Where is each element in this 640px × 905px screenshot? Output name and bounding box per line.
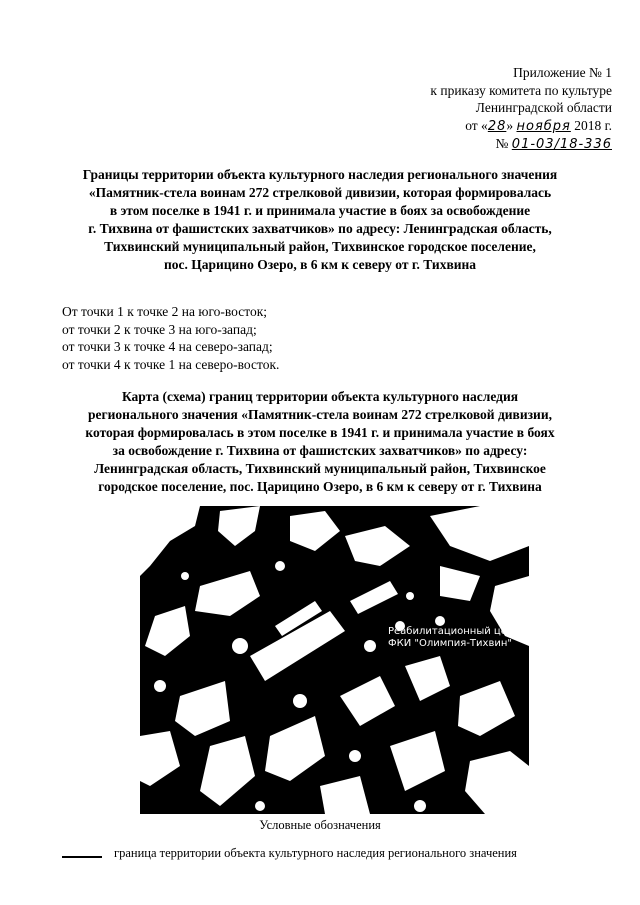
map-title-line: Ленинградская область, Тихвинский муниципальный район, Тихвинское (94, 461, 546, 476)
title-line: пос. Царицино Озеро, в 6 км к северу от г. Тихвина (163, 257, 477, 272)
direction-line: От точки 1 к точке 2 на юго-восток; (62, 304, 268, 319)
map-title-line: которая формировалась в этом поселке в 1941 г. и принимала участие в боях (85, 425, 555, 440)
appendix-region: Ленинградской области (475, 100, 612, 115)
appendix-label: Приложение № 1 (513, 65, 612, 80)
boundary-directions (62, 303, 279, 373)
appendix-number: № 01-03/18-336 (495, 136, 612, 152)
date-month: ноября (516, 118, 571, 134)
title-line: «Памятник-стела воинам 272 стрелковой дивизии, которая формировалась (88, 185, 552, 200)
legend-item (62, 846, 517, 861)
map-title-line: Карта (схема) границ территории объекта культурного наследия (121, 389, 519, 404)
direction-line: от точки 4 к точке 1 на северо-восток. (62, 356, 280, 372)
legend-item-label: граница территории объекта культурного наследия регионального значения (114, 846, 517, 860)
title-line: в этом поселке в 1941 г. и принимала участие в боях за освобождение (109, 203, 531, 218)
title-line: Границы территории объекта культурного наследия регионального значения (82, 167, 558, 182)
map-title-line: регионального значения «Памятник-стела воинам 272 стрелковой дивизии, (88, 407, 552, 422)
date-day: 28 (487, 118, 507, 134)
map-title-line: за освобождение г. Тихвина от фашистских захватчиков» по адресу: (112, 443, 528, 458)
appendix-block (312, 64, 612, 154)
appendix-date: от «28» ноября 2018 г. (465, 117, 612, 134)
boundary-line-symbol (62, 856, 102, 858)
map-title (30, 388, 610, 496)
map-label (388, 626, 538, 650)
title-line: г. Тихвина от фашистских захватчиков» по адресу: Ленинградская область, (88, 221, 552, 236)
title-line: Тихвинский муниципальный район, Тихвинское городское поселение, (104, 239, 536, 254)
map-title-line: городское поселение, пос. Царицино Озеро, в 6 км к северу от г. Тихвина (98, 479, 542, 494)
map-label-line: Реабилитационный центр (388, 626, 526, 637)
appendix-order-ref: к приказу комитета по культуре (430, 82, 612, 98)
direction-line: от точки 2 к точке 3 на юго-запад; (62, 321, 257, 337)
direction-line: от точки 3 к точке 4 на северо-запад; (62, 339, 273, 354)
satellite-map-image (140, 506, 529, 814)
map-svg (140, 506, 529, 814)
legend-title: Условные обозначения (259, 818, 381, 832)
order-number: 01-03/18-336 (511, 137, 612, 152)
map-label-line: ФКИ "Олимпия-Тихвин" (388, 638, 512, 649)
document-title (30, 166, 610, 274)
